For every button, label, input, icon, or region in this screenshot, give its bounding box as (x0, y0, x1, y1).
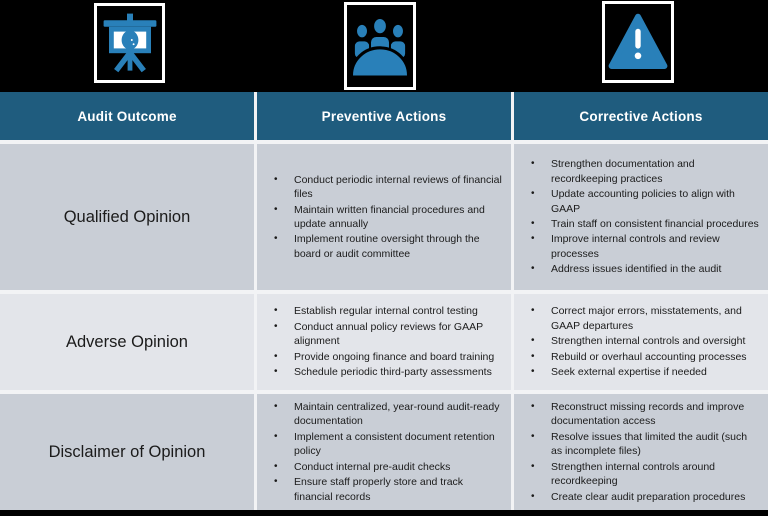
bullet-item: • Implement a consistent document retention policy (269, 430, 503, 459)
bullet-item: • Improve internal controls and review processes (526, 232, 760, 261)
column-header-corrective-actions: Corrective Actions (514, 92, 768, 140)
bullet-list (269, 399, 503, 505)
icon-band (0, 0, 768, 92)
qualified-preventive-cell (257, 144, 511, 290)
bullet-item: • Reconstruct missing records and improve documentation access (526, 400, 760, 429)
meeting-people-icon (349, 8, 411, 84)
qualified-corrective-cell (514, 144, 768, 290)
column-header-preventive-actions: Preventive Actions (257, 92, 511, 140)
bullet-item: • Implement routine oversight through the board or audit committee (269, 232, 503, 261)
warning-triangle-icon (608, 7, 668, 77)
disclaimer-preventive-cell (257, 394, 511, 510)
warning-triangle-icon-box (602, 1, 674, 83)
bullet-item: • Establish regular internal control testing (269, 304, 503, 318)
column-header-audit-outcome: Audit Outcome (0, 92, 254, 140)
row-label-qualified-opinion (0, 144, 254, 290)
bullet-list (269, 172, 503, 263)
bullet-item: • Ensure staff properly store and track financial records (269, 475, 503, 504)
outcome-label: Qualified Opinion (63, 207, 191, 226)
bullet-item: • Maintain centralized, year-round audit-ready documentation (269, 400, 503, 429)
presentation-chart-icon (100, 9, 160, 77)
bullet-item: • Train staff on consistent financial procedures (526, 217, 760, 231)
bullet-item: • Strengthen internal controls around recordkeeping (526, 460, 760, 489)
bullet-item: • Conduct periodic internal reviews of financial files (269, 173, 503, 202)
disclaimer-corrective-cell (514, 394, 768, 510)
bullet-item: • Rebuild or overhaul accounting processes (526, 350, 760, 364)
bullet-item: • Address issues identified in the audit (526, 262, 760, 276)
bullet-item: • Conduct internal pre-audit checks (269, 460, 503, 474)
bullet-item: • Strengthen internal controls and oversight (526, 334, 760, 348)
bullet-item: • Seek external expertise if needed (526, 365, 760, 379)
bullet-item: • Schedule periodic third-party assessments (269, 365, 503, 379)
bullet-item: • Correct major errors, misstatements, and GAAP departures (526, 304, 760, 333)
row-label-disclaimer-of-opinion (0, 394, 254, 510)
presentation-chart-icon-box (94, 3, 165, 83)
bullet-list (526, 156, 760, 278)
bullet-item: • Maintain written financial procedures and update annually (269, 203, 503, 232)
bullet-list (269, 303, 503, 380)
bullet-item: • Strengthen documentation and recordkeeping practices (526, 157, 760, 186)
bullet-item: • Conduct annual policy reviews for GAAP alignment (269, 320, 503, 349)
adverse-preventive-cell (257, 294, 511, 390)
outcome-label: Disclaimer of Opinion (48, 442, 206, 461)
bullet-item: • Resolve issues that limited the audit (such as incomplete files) (526, 430, 760, 459)
bullet-list (526, 303, 760, 380)
row-label-adverse-opinion (0, 294, 254, 390)
bullet-item: • Provide ongoing finance and board training (269, 350, 503, 364)
audit-actions-table (0, 92, 768, 510)
bullet-item: • Create clear audit preparation procedures (526, 490, 760, 504)
bullet-list (526, 399, 760, 505)
adverse-corrective-cell (514, 294, 768, 390)
bullet-item: • Update accounting policies to align with GAAP (526, 187, 760, 216)
meeting-people-icon-box (344, 2, 416, 90)
outcome-label: Adverse Opinion (66, 332, 188, 351)
